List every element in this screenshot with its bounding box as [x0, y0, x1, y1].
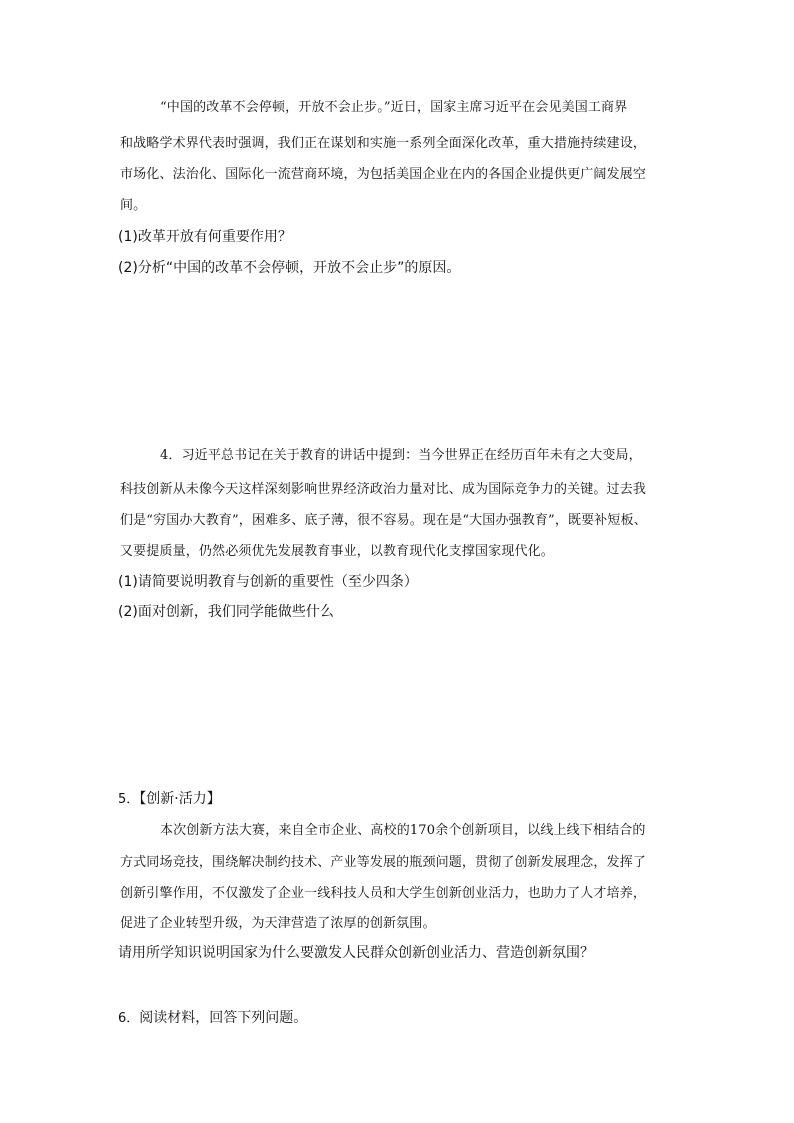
section6-heading	[118, 1011, 307, 1025]
section3-material-line: 和战略学术界代表时强调，我们正在谋划和实施一系列全面深化改革，重大措施持续建设，	[120, 136, 647, 151]
section5-heading	[118, 792, 221, 806]
section4-material-line: 们是“穷国办大教育”，困难多、底子薄，很不容易。现在是“大国办强教育”，既要补短板、	[120, 513, 647, 528]
section6-number: 6．	[118, 1011, 140, 1026]
question-5: 请用所学知识说明国家为什么要激发人民群众创新创业活力、营造创新氛围？	[118, 945, 594, 961]
section5-material-line: 创新引擎作用，不仅激发了企业一线科技人员和大学生创新创业活力，也助力了人才培养，	[120, 886, 647, 901]
section3-material-line: “中国的改革不会停顿，开放不会止步。”近日，国家主席习近平在会见美国工商界	[160, 100, 628, 115]
section5-material-line: 促进了企业转型升级，为天津营造了浓厚的创新氛围。	[120, 916, 436, 931]
question-3-2: (2)分析“中国的改革不会停顿，开放不会止步”的原因。	[118, 260, 461, 276]
section5-material-line: 本次创新方法大赛，来自全市企业、高校的170余个创新项目，以线上线下相结合的	[160, 823, 646, 838]
section5-material-line: 方式同场竞技，围绕解决制约技术、产业等发展的瓶颈问题，贯彻了创新发展理念，发挥了	[120, 855, 647, 870]
section4-material-line: 4．习近平总书记在关于教育的讲话中提到：当今世界正在经历百年未有之大变局，	[160, 448, 642, 463]
section6-text: 阅读材料，回答下列问题。	[139, 1010, 308, 1026]
section4-material-line: 又要提质量，仍然必须优先发展教育事业，以教育现代化支撑国家现代化。	[120, 544, 554, 559]
section5-title: 【创新·活力】	[139, 791, 221, 807]
section5-number: 5．	[118, 792, 140, 807]
section3-material-line: 间。	[120, 198, 147, 213]
section4-material-line: 科技创新从未像今天这样深刻影响世界经济政治力量对比、成为国际竞争力的关键。过去我	[120, 482, 647, 497]
question-3-1: (1)改革开放有何重要作用？	[118, 229, 292, 245]
section3-material-line: 市场化、法治化、国际化一流营商环境，为包括美国企业在内的各国企业提供更广阔发展空	[120, 167, 647, 182]
question-4-2: (2)面对创新，我们同学能做些什么	[118, 604, 334, 620]
question-4-1: (1)请简要说明教育与创新的重要性（至少四条）	[118, 574, 418, 590]
